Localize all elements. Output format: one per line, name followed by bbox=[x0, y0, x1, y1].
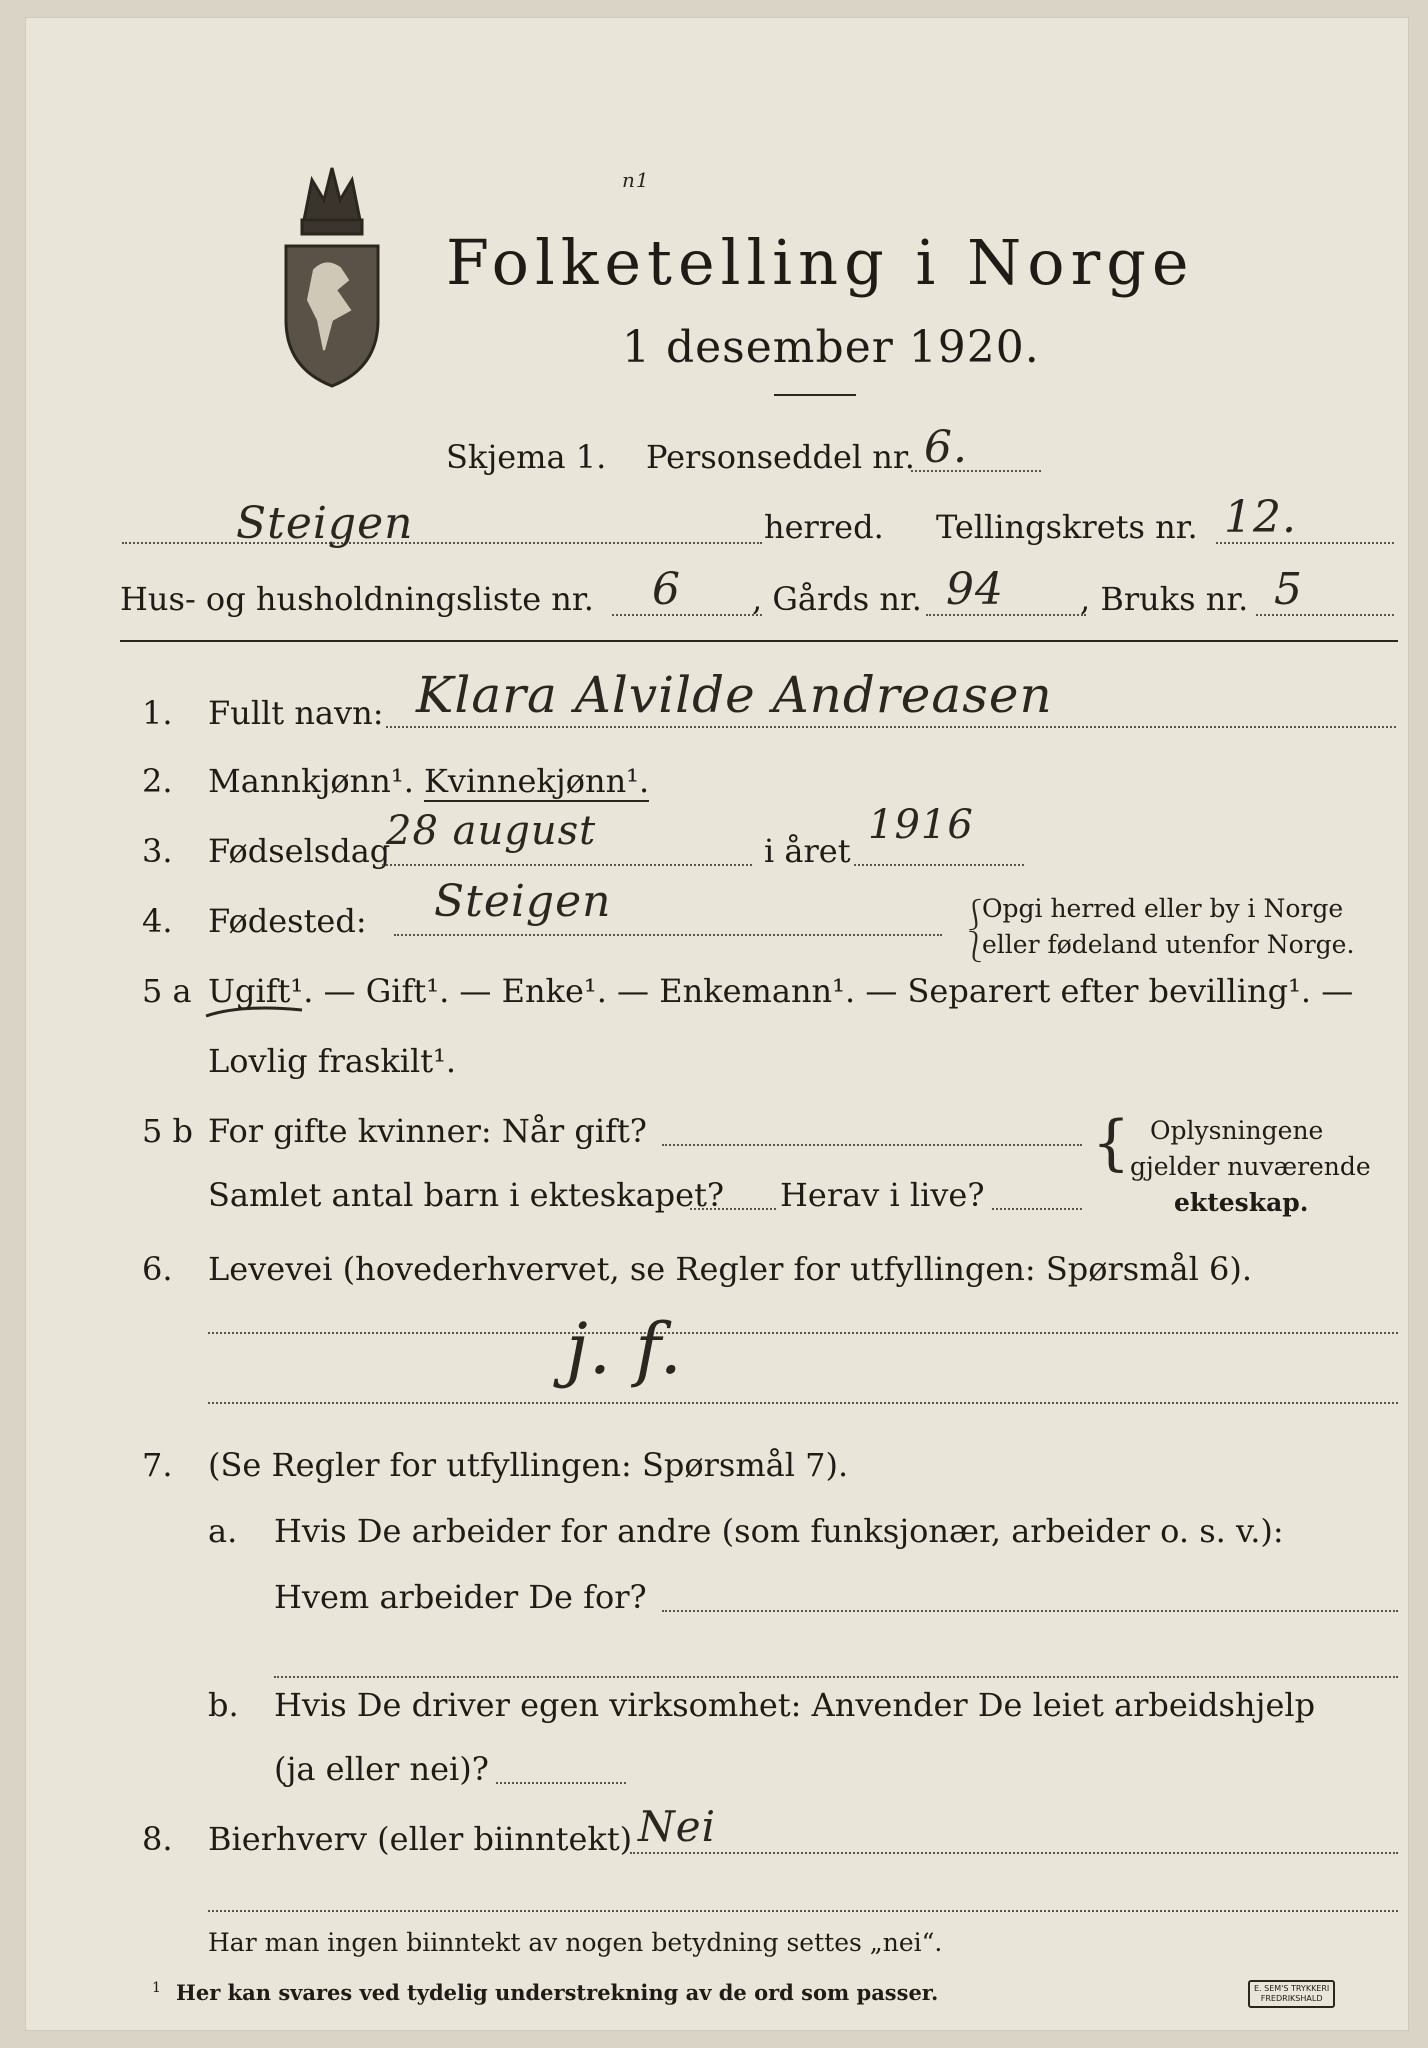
q7-number: 7. bbox=[142, 1446, 173, 1484]
norway-coat-of-arms-icon bbox=[274, 150, 390, 390]
q5a-line2: Lovlig fraskilt¹. bbox=[208, 1042, 457, 1080]
q5b-note-1: Oplysningene bbox=[1150, 1116, 1324, 1145]
q3-year-label: i året bbox=[764, 832, 851, 870]
q5b-line1: For gifte kvinner: Når gift? bbox=[208, 1112, 647, 1150]
q5a-line1: Ugift¹. — Gift¹. — Enke¹. — Enkemann¹. — Separert efter bevilling¹. — bbox=[208, 972, 1354, 1010]
q3-birthdate: 28 august bbox=[386, 808, 597, 854]
q4-number: 4. bbox=[142, 902, 173, 940]
q7b-line1: Hvis De driver egen virksomhet: Anvender De leiet arbeidshjelp bbox=[274, 1686, 1316, 1724]
q6-number: 6. bbox=[142, 1250, 173, 1288]
q5b-alive-label: Herav i live? bbox=[780, 1176, 985, 1214]
personseddel-label: Personseddel nr. bbox=[646, 438, 915, 476]
q2-male: Mannkjønn¹. bbox=[208, 762, 414, 800]
q3-label: Fødselsdag bbox=[208, 832, 391, 870]
q4-brace: ⎰ bbox=[960, 898, 990, 933]
form-date: 1 desember 1920. bbox=[622, 322, 1040, 373]
q7b-line2: (ja eller nei)? bbox=[274, 1750, 489, 1788]
hus-label: Hus- og husholdningsliste nr. bbox=[120, 580, 594, 618]
census-form: n1 Folketelling i Norge 1 desember 1920. Skjema 1. Personseddel nr. 6. Steigen herred. Tellingskrets nr. 12. Hus- og husholdningsliste nr. 6 , Gårds nr. 94 , Bruks nr. 5 1. Fullt navn: Klara Alvilde Andreasen 2. Mannkjønn¹. Kvinnekjønn¹. 3. Fødselsdag 28 august i året 1916 4. Fødested: Steigen ⎰ ⎱ Opgi herred eller by i Norge eller fødeland utenfor Norge. 5 a Ugift¹. — Gift¹. — Enke¹. — Enkemann¹. — Separert efter bevilling¹. — Lovlig fraskilt¹. 5 b For gifte kvinner: Når gift? Samlet antal barn i ekteskapet? Herav i live? { Oplysningene gjelder nuværende ekteskap. 6. Levevei (hovederhvervet, se Regler for utfyllingen: Spørsmål 6). j. f. 7. (Se Regler for utfyllingen: Spørsmål 7). a. Hvis De arbeider for andre (som funksjonær, arbeider o. s. v.): Hvem arbeider De for? b. Hvis De driver egen virksomhet: Anvender De leiet arbeidshjelp (ja eller nei)? 8. Bierhverv (eller biinntekt) Nei Har man ingen biinntekt av nogen betydning settes „nei“. 1 Her kan svares ved tydelig understrekning av de ord som passer. E. SEM'S TRYKKERI FREDRIKSHALD bbox=[26, 18, 1408, 2030]
q5b-children-label: Samlet antal barn i ekteskapet? bbox=[208, 1176, 725, 1214]
q8-side-income: Nei bbox=[638, 1802, 717, 1851]
printer-stamp bbox=[1248, 1980, 1335, 2008]
stamp-line-2: FREDRIKSHALD bbox=[1260, 1994, 1323, 2003]
q8-number: 8. bbox=[142, 1820, 173, 1858]
q1-number: 1. bbox=[142, 694, 173, 732]
herred-value: Steigen bbox=[236, 498, 414, 549]
stamp-line-1: E. SEM'S TRYKKERI bbox=[1254, 1984, 1330, 1993]
q8-label: Bierhverv (eller biinntekt) bbox=[208, 1820, 633, 1858]
personseddel-value: 6. bbox=[924, 422, 968, 473]
footnote-text: Her kan svares ved tydelig understrekning av de ord som passer. bbox=[176, 1980, 939, 2005]
q7a-letter: a. bbox=[208, 1512, 238, 1550]
q5b-note-3: ekteskap. bbox=[1174, 1188, 1309, 1217]
q4-note-1: Opgi herred eller by i Norge bbox=[982, 894, 1344, 923]
header-separator bbox=[120, 640, 1398, 642]
q6-occupation: j. f. bbox=[566, 1308, 683, 1390]
title-divider bbox=[774, 394, 856, 396]
hus-value: 6 bbox=[652, 564, 681, 615]
q3-number: 3. bbox=[142, 832, 173, 870]
bruks-value: 5 bbox=[1274, 564, 1303, 615]
q4-label: Fødested: bbox=[208, 902, 367, 940]
tellingskrets-value: 12. bbox=[1224, 492, 1297, 543]
q5b-note-2: gjelder nuværende bbox=[1130, 1152, 1371, 1181]
q7a-line2: Hvem arbeider De for? bbox=[274, 1578, 647, 1616]
herred-label: herred. bbox=[764, 508, 884, 546]
tellingskrets-label: Tellingskrets nr. bbox=[936, 508, 1198, 546]
q5a-number: 5 a bbox=[142, 972, 192, 1010]
schema-label: Skjema 1. bbox=[446, 438, 607, 476]
bruks-label: , Bruks nr. bbox=[1080, 580, 1249, 618]
q7a-line1: Hvis De arbeider for andre (som funksjonær, arbeider o. s. v.): bbox=[274, 1512, 1284, 1550]
q4-birthplace: Steigen bbox=[434, 876, 612, 927]
ugift-underline-mark bbox=[202, 1002, 322, 1022]
q2-number: 2. bbox=[142, 762, 173, 800]
footer-note: Har man ingen biinntekt av nogen betydning settes „nei“. bbox=[208, 1928, 943, 1957]
q6-label: Levevei (hovederhvervet, se Regler for utfyllingen: Spørsmål 6). bbox=[208, 1250, 1253, 1288]
footnote-mark: 1 bbox=[152, 1980, 161, 1996]
q1-label: Fullt navn: bbox=[208, 694, 384, 732]
q4-note-2: eller fødeland utenfor Norge. bbox=[982, 930, 1355, 959]
q1-full-name: Klara Alvilde Andreasen bbox=[416, 666, 1053, 724]
form-title: Folketelling i Norge bbox=[446, 226, 1195, 299]
q7b-letter: b. bbox=[208, 1686, 239, 1724]
q2-female-underlined: Kvinnekjønn¹. bbox=[424, 762, 650, 800]
gards-value: 94 bbox=[946, 564, 1004, 615]
corner-mark: n1 bbox=[622, 168, 650, 192]
q7-label: (Se Regler for utfyllingen: Spørsmål 7). bbox=[208, 1446, 849, 1484]
q5b-number: 5 b bbox=[142, 1112, 194, 1150]
q3-birth-year: 1916 bbox=[868, 802, 974, 848]
gards-label: , Gårds nr. bbox=[752, 580, 922, 618]
